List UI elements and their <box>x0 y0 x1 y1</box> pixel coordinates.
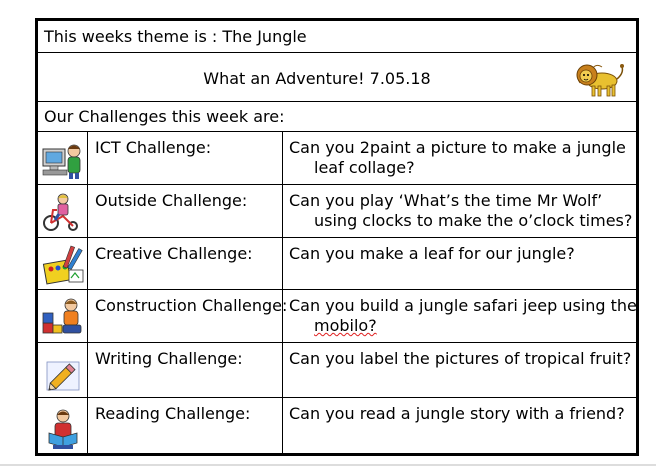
challenge-row-construction <box>38 290 636 343</box>
challenge-sheet <box>35 18 639 456</box>
challenge-name: Creative Challenge: <box>95 244 253 263</box>
reading-kid-icon <box>41 407 85 451</box>
challenge-task-cell <box>283 132 636 184</box>
challenge-icon-cell <box>38 290 88 342</box>
challenge-row-creative <box>38 238 636 290</box>
challenge-task <box>289 296 637 336</box>
theme-row <box>38 21 636 53</box>
challenge-name-cell <box>88 290 288 342</box>
challenge-task <box>289 138 632 178</box>
challenge-task-cell <box>283 290 636 342</box>
task-line: Can you label the pictures of tropical fruit? <box>289 349 632 368</box>
task-line-wrap <box>289 316 632 336</box>
challenge-name-cell <box>88 238 283 289</box>
challenge-task <box>289 404 632 424</box>
tricycle-kid-icon <box>41 190 85 234</box>
challenge-task <box>289 349 632 369</box>
intro-text: Our Challenges this week are: <box>44 107 285 126</box>
building-blocks-kid-icon <box>41 295 85 339</box>
challenge-task <box>289 244 632 264</box>
challenge-icon-cell <box>38 132 88 184</box>
challenge-row-ict <box>38 132 636 185</box>
pencil-icon <box>41 352 85 396</box>
theme-label: This weeks theme is : The Jungle <box>44 27 307 46</box>
task-line: using clocks to make the o’clock times? <box>314 211 633 230</box>
challenge-row-writing <box>38 343 636 398</box>
challenge-row-reading <box>38 398 636 453</box>
challenge-name: Construction Challenge: <box>95 296 288 315</box>
challenge-task-cell <box>283 343 636 397</box>
challenge-row-outside <box>38 185 636 238</box>
challenge-name-cell <box>88 132 283 184</box>
challenge-name-cell <box>88 398 283 453</box>
challenge-name-cell <box>88 343 283 397</box>
challenge-task-cell <box>283 238 636 289</box>
task-line: Can you make a leaf for our jungle? <box>289 244 575 263</box>
challenge-name: Writing Challenge: <box>95 349 243 368</box>
challenge-icon-cell <box>38 398 88 453</box>
task-line: Can you 2paint a picture to make a jungle <box>289 138 626 157</box>
lion-icon <box>570 57 626 99</box>
task-line: leaf collage? <box>314 158 415 177</box>
computer-kid-icon <box>41 137 85 181</box>
challenge-name: Outside Challenge: <box>95 191 248 210</box>
intro-row <box>38 102 636 132</box>
task-line: mobilo? <box>314 316 377 335</box>
challenge-icon-cell <box>38 238 88 289</box>
challenge-name: ICT Challenge: <box>95 138 212 157</box>
challenge-task <box>289 191 632 231</box>
art-supplies-icon <box>41 242 85 286</box>
challenge-name-cell <box>88 185 283 237</box>
challenge-icon-cell <box>38 343 88 397</box>
challenge-icon-cell <box>38 185 88 237</box>
challenge-name: Reading Challenge: <box>95 404 251 423</box>
challenge-task-cell <box>283 185 636 237</box>
task-line: Can you play ‘What’s the time Mr Wolf’ <box>289 191 603 210</box>
title-row <box>38 53 636 102</box>
challenge-task-cell <box>283 398 636 453</box>
task-line: Can you read a jungle story with a friend? <box>289 404 625 423</box>
page-title: What an Adventure! 7.05.18 <box>203 69 431 88</box>
task-line: Can you build a jungle safari jeep using the <box>289 296 637 315</box>
